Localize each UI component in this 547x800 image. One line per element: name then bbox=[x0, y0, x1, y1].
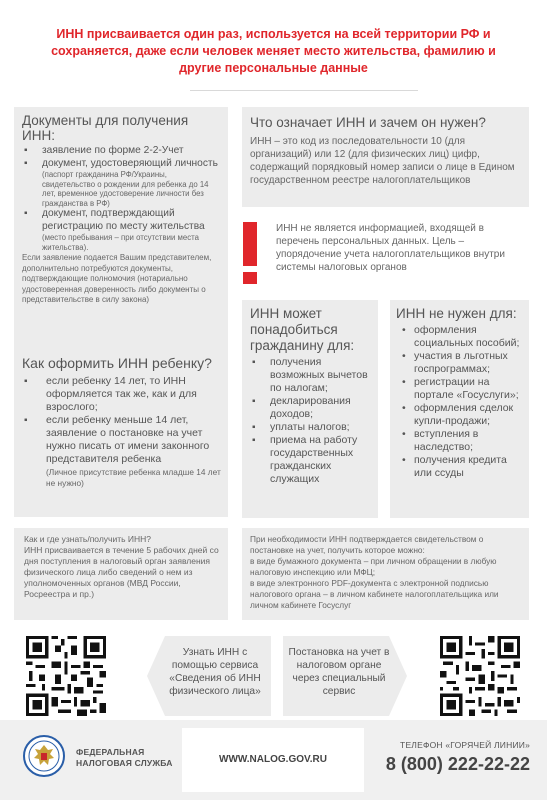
not-needed-for-list bbox=[396, 324, 525, 480]
needed-for-box bbox=[242, 300, 378, 518]
what-is-inn-text: ИНН – это код из последовательности 10 (для организаций) или 12 (для физических лиц) цифр, содержащий порядковый номер записи о лице в Едином государственном реестре налогоплательщиков bbox=[250, 136, 515, 186]
fns-emblem-icon bbox=[22, 734, 66, 778]
documents-list bbox=[22, 145, 222, 252]
not-needed-for-title: ИНН не нужен для: bbox=[396, 306, 517, 321]
not-needed-for-item: • получения кредита или ссуды bbox=[396, 454, 525, 480]
documents-item-note: (место пребывания – при отсутствии места жительства). bbox=[42, 233, 199, 252]
child-inn-list bbox=[22, 375, 222, 488]
hotline-number[interactable]: 8 (800) 222-22-22 bbox=[385, 754, 530, 774]
child-inn-box bbox=[14, 349, 228, 517]
needed-for-item: ▪ приема на работу государственных гражданских служащих bbox=[250, 434, 372, 486]
service-left-link[interactable]: Узнать ИНН с помощью сервиса «Сведения об ИНН физического лица» bbox=[169, 647, 261, 697]
certificate-text: При необходимости ИНН подтверждается свидетельством о постановке на учет, получить которое можно: в виде бумажного документа – при личном обращении в любую налоговую инспекцию или МФЦ; в виде электронного PDF-документа с электронной подписью налогового органа – в личном кабинете налогоплательщика или личном кабинете Госуслуг bbox=[250, 534, 499, 610]
not-needed-for-item: • вступления в наследство; bbox=[396, 428, 525, 454]
child-inn-item: ▪ если ребенку 14 лет, то ИНН оформляется так же, как и для взрослого; bbox=[22, 375, 222, 414]
documents-title: Документы для получения ИНН: bbox=[22, 113, 189, 143]
notice-text: ИНН не является информацией, входящей в перечень персональных данных. Цель – упорядочение учета налогоплательщиков внутри системы налоговых органов bbox=[276, 223, 505, 273]
header-title: ИНН присваивается один раз, используется на всей территории РФ и сохраняется, даже если человек меняет место жительства, фамилию и другие персональные данные bbox=[51, 27, 496, 75]
not-needed-for-item: • участия в льготных госпрограммах; bbox=[396, 350, 525, 376]
not-needed-for-box bbox=[390, 300, 529, 518]
hotline-label: ТЕЛЕФОН «ГОРЯЧЕЙ ЛИНИИ» bbox=[400, 740, 530, 750]
header-divider bbox=[190, 90, 418, 91]
service-right-link[interactable]: Постановка на учет в налоговом органе через специальный сервис bbox=[288, 647, 390, 697]
not-needed-for-item: • оформления сделок купли-продажи; bbox=[396, 402, 525, 428]
org-name-line2: НАЛОГОВАЯ СЛУЖБА bbox=[76, 758, 173, 768]
what-is-inn-box bbox=[242, 107, 529, 207]
website-link[interactable]: WWW.NALOG.GOV.RU bbox=[219, 754, 327, 765]
needed-for-list bbox=[250, 356, 372, 486]
documents-item: ▪ заявление по форме 2-2-Учет bbox=[22, 145, 222, 158]
documents-item-note: (паспорт гражданина РФ/Украины, свидетельство о рождении для ребенка до 14 лет, временное удостоверение личности без гражданства в РФ) bbox=[42, 170, 209, 208]
needed-for-item: ▪ уплаты налогов; bbox=[250, 421, 372, 434]
documents-box bbox=[14, 107, 228, 351]
where-to-get-title: Как и где узнать/получить ИНН? bbox=[24, 534, 152, 544]
documents-item: ▪ документ, подтверждающий регистрацию по месту жительства (место пребывания – при отсутствии места жительства). bbox=[22, 208, 222, 252]
where-to-get-text: ИНН присваивается в течение 5 рабочих дней со дня поступления в налоговый орган заявления физического лица либо сведений о нем из уполномоченных органов (МВД России, Росреестра и пр.) bbox=[24, 545, 219, 599]
not-needed-for-item: • оформления социальных пособий; bbox=[396, 324, 525, 350]
child-inn-note: (Личное присутствие ребенка младше 14 лет не нужно) bbox=[46, 467, 221, 488]
needed-for-title: ИНН может понадобиться гражданину для: bbox=[250, 306, 355, 353]
documents-item: ▪ документ, удостоверяющий личность (паспорт гражданина РФ/Украины, свидетельство о рождении для ребенка до 14 лет, временное удостоверение личности без гражданства в РФ) bbox=[22, 158, 222, 209]
child-inn-title: Как оформить ИНН ребенку? bbox=[22, 355, 212, 371]
needed-for-item: ▪ декларирования доходов; bbox=[250, 395, 372, 421]
footer bbox=[0, 720, 547, 800]
not-needed-for-item: • регистрации на портале «Госуслуги»; bbox=[396, 376, 525, 402]
qr-code-right-icon[interactable] bbox=[440, 636, 520, 716]
org-name-line1: ФЕДЕРАЛЬНАЯ bbox=[76, 747, 145, 757]
where-to-get-box bbox=[14, 528, 228, 620]
qr-code-left-icon[interactable] bbox=[26, 636, 106, 716]
website-box bbox=[182, 728, 364, 792]
certificate-box bbox=[242, 528, 529, 620]
child-inn-item: ▪ если ребенку меньше 14 лет, заявление о постановке на учет нужно писать от имени законного представителя ребенка (Личное присутствие ребенка младше 14 лет не нужно) bbox=[22, 414, 222, 488]
documents-footnote: Если заявление подается Вашим представителем, дополнительно потребуются документы, подтверждающие полномочия (нотариально удостоверенная доверенность либо документы о представительстве в силу закона) bbox=[22, 253, 212, 304]
header bbox=[0, 0, 547, 94]
exclamation-icon bbox=[240, 222, 262, 286]
what-is-inn-title: Что означает ИНН и зачем он нужен? bbox=[250, 115, 486, 130]
needed-for-item: ▪ получения возможных вычетов по налогам; bbox=[250, 356, 372, 395]
